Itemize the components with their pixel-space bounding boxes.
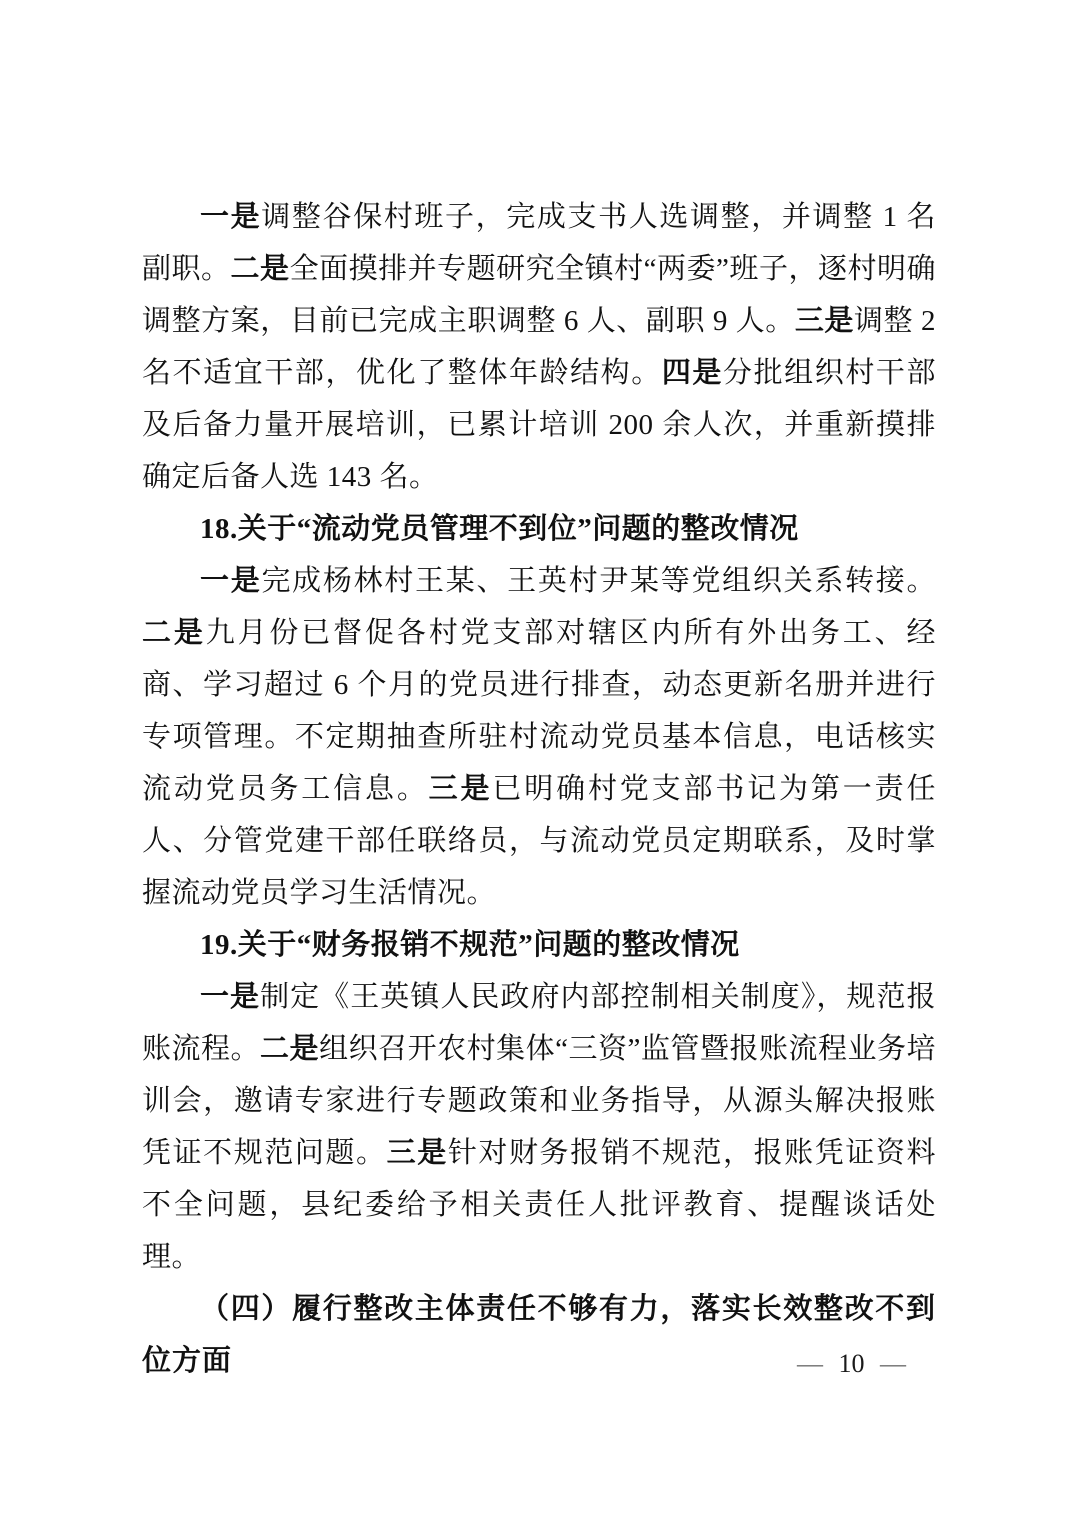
emphasis-lead-in: 一是 <box>200 565 262 597</box>
body-text: 制定《王英镇人民政府内部控制相关制度》，规范报账流程。 <box>142 981 936 1065</box>
page-footer <box>788 1346 915 1382</box>
body-text: 已明确村党支部书记为第一责任人、分管党建干部任联络员，与流动党员定期联系，及时掌握流动党员学习生活情况。 <box>142 773 936 909</box>
emphasis-lead-in: 二是 <box>142 617 206 649</box>
emphasis-lead-in: 四是 <box>661 357 724 389</box>
body-text: 调整谷保村班子，完成支书人选调整，并调整 1 名副职。 <box>142 201 936 285</box>
body-paragraph <box>142 555 936 919</box>
body-text: 分批组织村干部及后备力量开展培训，已累计培训 200 余人次，并重新摸排确定后备人选 143 名。 <box>142 357 936 493</box>
emphasis-lead-in: 二是 <box>230 253 290 285</box>
section-heading <box>142 919 936 971</box>
emphasis-lead-in: 三是 <box>428 773 493 805</box>
emphasis-lead-in: 二是 <box>260 1033 320 1065</box>
body-text: 全面摸排并专题研究全镇村“两委”班子，逐村明确调整方案，目前已完成主职调整 6 人、副职 9 人。 <box>142 253 936 337</box>
document-body <box>142 191 936 1387</box>
page-number: 10 <box>838 1349 865 1378</box>
emphasis-lead-in: 三是 <box>794 305 854 337</box>
body-paragraph <box>142 191 936 503</box>
emphasis-lead-in: 三是 <box>386 1137 448 1169</box>
emphasis-lead-in: 一是 <box>200 201 262 233</box>
body-text: 19.关于“财务报销不规范”问题的整改情况 <box>200 929 740 961</box>
body-text: 九月份已督促各村党支部对辖区内所有外出务工、经商、学习超过 6 个月的党员进行排查，动态更新名册并进行专项管理。不定期抽查所驻村流动党员基本信息，电话核实流动党员务工信息。 <box>142 617 936 805</box>
body-paragraph <box>142 971 936 1283</box>
footer-dash-right: — <box>880 1349 906 1378</box>
footer-dash-left: — <box>797 1349 823 1378</box>
body-text: 完成杨林村王某、王英村尹某等党组织关系转接。 <box>261 565 936 597</box>
body-text: （四）履行整改主体责任不够有力，落实长效整改不到位方面 <box>142 1293 936 1377</box>
emphasis-lead-in: 一是 <box>200 981 261 1013</box>
body-text: 18.关于“流动党员管理不到位”问题的整改情况 <box>200 513 799 545</box>
body-text: 针对财务报销不规范，报账凭证资料不全问题，县纪委给予相关责任人批评教育、提醒谈话处理。 <box>142 1137 936 1273</box>
section-heading <box>142 503 936 555</box>
body-text: 组织召开农村集体“三资”监管暨报账流程业务培训会，邀请专家进行专题政策和业务指导，从源头解决报账凭证不规范问题。 <box>142 1033 936 1169</box>
body-text: 调整 2 名不适宜干部，优化了整体年龄结构。 <box>142 305 936 389</box>
